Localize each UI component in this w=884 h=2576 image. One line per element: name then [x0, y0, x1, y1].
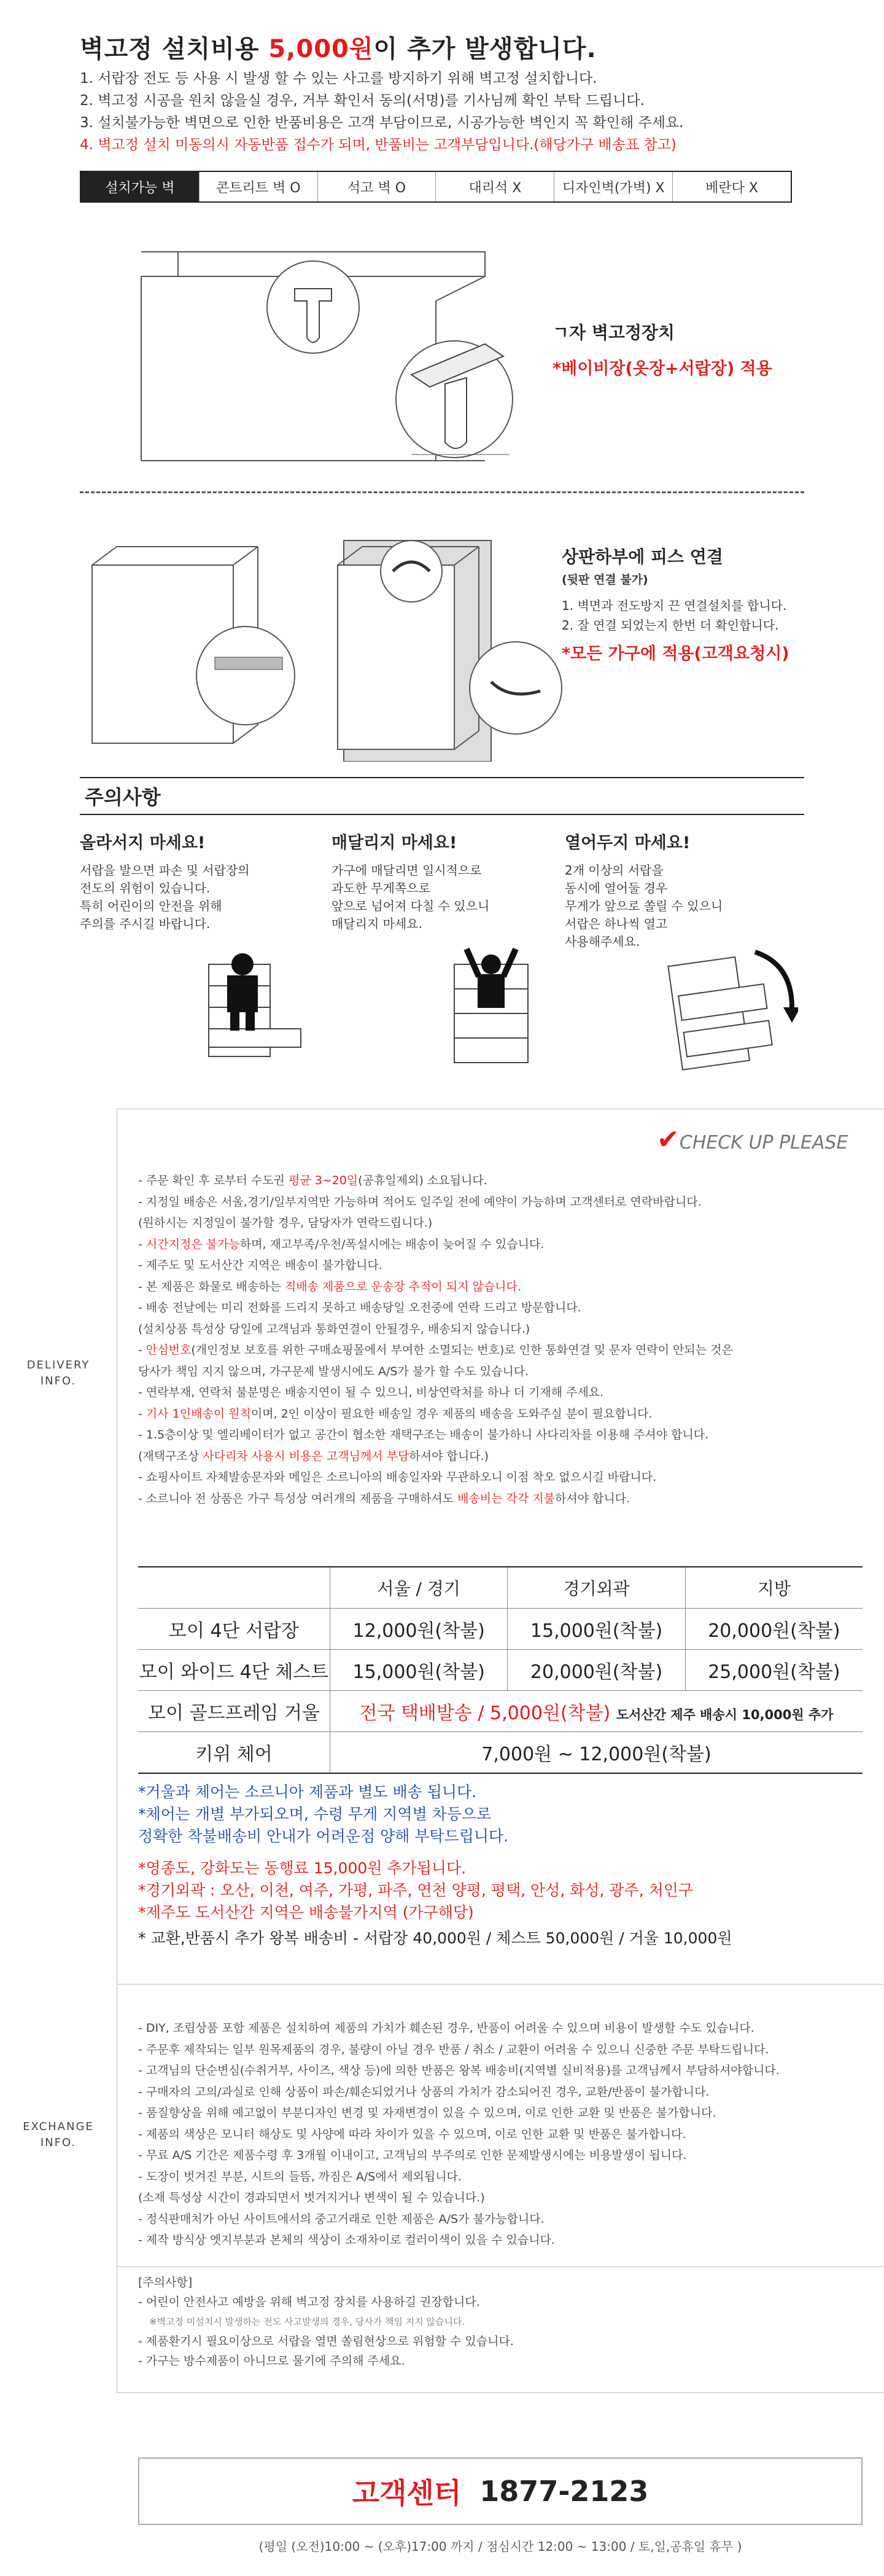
- pin-subtitle: (뒷판 연결 불가): [562, 573, 648, 587]
- notice-item: 1. 서랍장 전도 등 사용 시 발생 할 수 있는 사고를 방지하기 위해 벽고정 설치합니다.: [80, 71, 597, 87]
- exchange-item: - 무료 A/S 기간은 제품수령 후 3개월 이내이고, 고객님의 부주의로 인한 문제발생시에는 비용발생이 됩니다.: [138, 2149, 687, 2162]
- table-header-cell: 지방: [685, 1567, 863, 1609]
- delivery-item: - 제주도 및 도서산간 지역은 배송이 불가합니다.: [138, 1259, 382, 1272]
- delivery-item: - 쇼핑사이트 자체발송문자와 메일은 소르니아의 배송일자와 무관하오니 이점 착오 없으시길 바랍니다.: [138, 1470, 657, 1484]
- table-header-cell: [138, 1567, 330, 1609]
- caution-item: - 제품환기시 필요이상으로 서랍을 열면 쏠림현상으로 위험할 수 있습니다.: [138, 2335, 514, 2348]
- caution-card-climb: [80, 829, 301, 933]
- install-notice-list: [80, 68, 684, 156]
- price-cell: 20,000원(착불): [508, 1650, 685, 1691]
- price-cell: 15,000원(착불): [508, 1609, 685, 1650]
- climb-warning-icon: [184, 940, 307, 1063]
- note-blue: 정확한 착불배송비 안내가 어려운점 양해 부탁드립니다.: [138, 1827, 509, 1845]
- exchange-item: - 주문후 제작되는 일부 원목제품의 경우, 불량이 아닐 경우 반품 / 취소 / 교환이 어려울 수 있으니 신중한 주문 부탁드립니다.: [138, 2042, 769, 2056]
- price-cell: 7,000원 ~ 12,000원(착불): [330, 1732, 863, 1774]
- exchange-item: - 제작 방식상 엣지부분과 본체의 색상이 소재차이로 컬러이색이 있을 수 있습니다.: [138, 2233, 555, 2247]
- section-rule: [117, 2392, 884, 2393]
- price-cell: 전국 택배발송 / 5,000원(착불) 도서산간 제주 배송시 10,000원 추가: [330, 1691, 863, 1732]
- delivery-item: - 본 제품은 화물로 배송하는 직배송 제품으로 운송장 추적이 되지 않습니다.: [138, 1279, 521, 1294]
- table-row: [138, 1732, 863, 1774]
- customer-center-hours: (평일 (오전)10:00 ~ (오후)17:00 까지 / 점심시간 12:00 ~ 13:00 / 토,일,공휴일 휴무 ): [258, 2539, 742, 2554]
- exchange-item: - 제품의 색상은 모니터 해상도 및 사양에 따라 차이가 있을 수 있으며, 이로 인한 교환 및 반품은 불가합니다.: [138, 2127, 686, 2141]
- shipping-price-table: [138, 1566, 863, 1774]
- caution-card-text: 가구에 매달리면 일시적으로 과도한 무게쪽으로 앞으로 넘어져 다칠 수 있으니 매달리지 마세요.: [332, 863, 490, 931]
- delivery-item: - 지정일 배송은 서울,경기/일부지역만 가능하며 적어도 일주일 전에 예약이 가능하며 고객센터로 연락바랍니다.: [138, 1195, 702, 1209]
- delivery-item: - 배송 전날에는 미리 전화를 드리지 못하고 배송당일 오전중에 연락 드리고 방문합니다.: [138, 1301, 581, 1314]
- table-header-row: [138, 1567, 863, 1609]
- product-name: 키위 체어: [138, 1732, 330, 1774]
- delivery-item: - 1.5층이상 및 엘리베이터가 없고 공간이 협소한 재택구조는 배송이 불가하니 사다리차를 이용해 주셔야 합니다.: [138, 1428, 709, 1442]
- wall-type-cell: 석고 벽 O: [317, 172, 436, 201]
- product-name: 모이 와이드 4단 체스트: [138, 1650, 330, 1691]
- notice-item: 2. 벽고정 시공을 원치 않을실 경우, 거부 확인서 동의(서명)를 기사님께 확인 부탁 드립니다.: [80, 93, 645, 109]
- delivery-item: (재택구조상 사다리차 사용시 비용은 고객님께서 부담하셔야 합니다.): [138, 1449, 489, 1463]
- customer-center-phone: 1877-2123: [479, 2475, 649, 2508]
- delivery-item: - 안심번호(개인정보 보호를 위한 구매쇼핑몰에서 부여한 소멸되는 번호)로 인한 통화연결 및 문자 연락이 안되는 것은: [138, 1343, 733, 1357]
- customer-center-label: 고객센터: [352, 2476, 462, 2510]
- wall-type-cell: 베란다 X: [672, 172, 791, 201]
- safety-caution-list: [138, 2273, 514, 2371]
- table-row: [138, 1650, 863, 1691]
- notice-item: 3. 설치불가능한 벽면으로 인한 반품비용은 고객 부담이므로, 시공가능한 벽인지 꼭 확인해 주세요.: [80, 115, 684, 131]
- caution-card-text: 2개 이상의 서랍을 동시에 열어둘 경우 무게가 앞으로 쏠릴 수 있으니 서랍은 하나씩 열고 사용해주세요.: [565, 863, 723, 949]
- pin-title: 상판하부에 피스 연결: [562, 547, 723, 567]
- caution-card-title: 매달리지 마세요!: [332, 833, 457, 853]
- caution-heading: 주의사항: [80, 777, 804, 815]
- note-return-fee: * 교환,반품시 추가 왕복 배송비 - 서랍장 40,000원 / 체스트 50,000원 / 거울 10,000원: [138, 1929, 732, 1947]
- exchange-label: EXCHANGE INFO.: [23, 2120, 94, 2149]
- table-row: [138, 1691, 863, 1732]
- wall-type-header: 설치가능 벽: [81, 172, 199, 201]
- pin-caption: [562, 544, 789, 664]
- table-header-cell: 서울 / 경기: [330, 1567, 508, 1609]
- exchange-item: - 도장이 벗겨진 부분, 시트의 들뜸, 까짐은 A/S에서 제외됩니다.: [138, 2169, 462, 2184]
- exchange-item: - 구매자의 고의/과실로 인해 상품이 파손/훼손되었거나 상품의 가치가 감소되어진 경우, 교환/반품이 불가합니다.: [138, 2085, 710, 2099]
- notice-item-red: 4. 벽고정 설치 미동의시 자동반품 접수가 되며, 반품비는 고객부담입니다.(해당가구 배송표 참고): [80, 137, 677, 153]
- table-header-cell: 경기외곽: [508, 1567, 685, 1609]
- delivery-item: - 소르니아 전 상품은 가구 특성상 여러개의 제품을 구매하셔도 배송비는 각각 지불하셔야 합니다.: [138, 1491, 630, 1505]
- delivery-item: - 주문 확인 후 로부터 수도권 평균 3~20일(공휴일제외) 소요됩니다.: [138, 1174, 487, 1187]
- section-rule: [117, 1984, 884, 1985]
- exchange-item: - DIY, 조립상품 포함 제품은 설치하여 제품의 가치가 훼손된 경우, 반품이 어려울 수 있으며 비용이 발생할 수도 있습니다.: [138, 2021, 754, 2035]
- wall-type-table: [80, 171, 792, 203]
- caution-small: ※벽고정 미설치시 발생하는 전도 사고발생의 경우, 당사가 책임 지지 않습니다.: [149, 2316, 465, 2327]
- caution-card-text: 서랍을 발으면 파손 및 서랍장의 전도의 위험이 있습니다. 특히 어린이의 안전을 위해 주의를 주시길 바랍니다.: [80, 863, 250, 931]
- bracket-title: ㄱ자 벽고정장치: [552, 322, 675, 343]
- delivery-label: DELIVERY INFO.: [26, 1359, 90, 1388]
- check-mark-icon: ✔: [657, 1124, 680, 1155]
- exchange-item: - 품질향상을 위해 예고없이 부분디자인 변경 및 자재변경이 있을 수 있으며, 이로 인한 교환 및 반품은 불가합니다.: [138, 2106, 716, 2120]
- note-blue: *거울과 체어는 소르니아 제품과 별도 배송 됩니다.: [138, 1783, 477, 1801]
- product-name: 모이 4단 서랍장: [138, 1609, 330, 1650]
- table-row: [138, 1609, 863, 1650]
- delivery-item: - 연락부재, 연락처 불분명은 배송지연이 될 수 있으니, 비상연락처를 하나 더 기재해 주세요.: [138, 1386, 604, 1399]
- caution-title: [주의사항]: [138, 2276, 193, 2289]
- exchange-item: (소재 특성상 시간이 경과되면서 벗겨지거나 변색이 될 수 있습니다.): [138, 2191, 485, 2204]
- delivery-item: - 기사 1인배송이 원칙이며, 2인 이상이 필요한 배송일 경우 제품의 배송을 도와주실 분이 필요합니다.: [138, 1407, 653, 1421]
- checkup-title: ✔CHECK UP PLEASE: [657, 1124, 848, 1155]
- delivery-info-list: [138, 1170, 733, 1509]
- price-cell: 25,000원(착불): [685, 1650, 863, 1691]
- price-cell: 15,000원(착불): [330, 1650, 508, 1691]
- product-name: 모이 골드프레임 거울: [138, 1691, 330, 1732]
- section-rule: [117, 2266, 884, 2267]
- hang-warning-icon: [430, 934, 552, 1069]
- note-red: *경기외곽 : 오산, 이천, 여주, 가평, 파주, 연천 양평, 평택, 안성, 화성, 광주, 처인구: [138, 1881, 694, 1899]
- caution-card-open: [565, 829, 798, 951]
- price-cell: 12,000원(착불): [330, 1609, 508, 1650]
- pin-zoom-circle-right: [470, 642, 562, 734]
- exchange-item: - 고객님의 단순변심(수취거부, 사이즈, 색상 등)에 의한 반품은 왕복 배송비(지역별 실비적용)를 고객님께서 부담하셔야합니다.: [138, 2064, 780, 2077]
- customer-center-box: [138, 2457, 863, 2525]
- delivery-item: 당사가 책임 지지 않으며, 가구문제 발생시에도 A/S가 불가 할 수도 있습니다.: [138, 1364, 529, 1378]
- caution-item: - 가구는 방수제품이 아니므로 물기에 주의해 주세요.: [138, 2354, 405, 2368]
- bracket-caption: [552, 319, 772, 379]
- note-blue: *체어는 개별 부가되오며, 수령 무게 지역별 차등으로: [138, 1805, 492, 1823]
- page-title: 벽고정 설치비용 5,000원이 추가 발생합니다.: [80, 35, 597, 63]
- pin-step: 2. 잘 연결 되었는지 한번 더 확인합니다.: [562, 618, 779, 633]
- price-cell: 20,000원(착불): [685, 1609, 863, 1650]
- caution-card-hang: [332, 829, 552, 933]
- note-red: *제주도 도서산간 지역은 배송불가지역 (가구해당): [138, 1903, 474, 1921]
- exchange-info-list: [138, 2018, 780, 2251]
- delivery-item: (원하시는 지정일이 불가할 경우, 담당자가 연락드립니다.): [138, 1216, 433, 1230]
- open-drawers-warning-icon: [663, 940, 798, 1075]
- bracket-illustration: [80, 240, 522, 473]
- wall-type-cell: 콘트리트 벽 O: [199, 172, 317, 201]
- note-red: *영종도, 강화도는 동행료 15,000원 추가됩니다.: [138, 1859, 467, 1877]
- caution-card-title: 열어두지 마세요!: [565, 833, 691, 853]
- caution-item: - 어린이 안전사고 예방을 위해 벽고정 장치를 사용하길 권장합니다.: [138, 2295, 480, 2309]
- delivery-item: (설치상품 특성상 당일에 고객님과 통화연결이 안될경우, 배송되지 않습니다.): [138, 1322, 530, 1336]
- delivery-item: - 시간지정은 불가능하며, 재고부족/우천/폭설시에는 배송이 늦어질 수 있습니다.: [138, 1237, 545, 1251]
- exchange-item: - 정식판매처가 아닌 사이트에서의 중고거래로 인한 제품은 A/S가 불가능합니다.: [138, 2212, 545, 2226]
- pin-illustration: [80, 516, 583, 762]
- divider-dashed: [80, 491, 804, 493]
- pin-step: 1. 벽면과 전도방지 끈 연결설치를 합니다.: [562, 598, 787, 613]
- pin-note: *모든 가구에 적용(고객요청시): [562, 644, 789, 663]
- pin-zoom-circle-left: [196, 626, 295, 725]
- pin-zoom-circle-top: [381, 541, 442, 602]
- wall-type-cell: 디자인벽(가벽) X: [554, 172, 672, 201]
- bracket-note: *베이비장(옷장+서랍장) 적용: [552, 359, 772, 378]
- wall-type-cell: 대리석 X: [435, 172, 554, 201]
- shipping-notes: [138, 1781, 732, 1950]
- caution-card-title: 올라서지 마세요!: [80, 833, 206, 853]
